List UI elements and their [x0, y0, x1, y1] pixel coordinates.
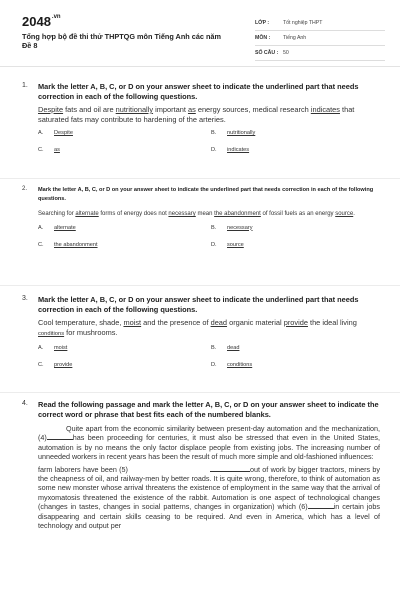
exam-number: Đề 8: [22, 41, 38, 50]
underlined-part: source: [335, 211, 354, 217]
passage-text: out of work by bigger tractors, miners by the cheapness of oil, and railway-men by better roads. It is quite wrong, therefore, to think of automation as some new monster whose arrival threatens the existence of employment in the same way that the arrival of myxomatosis threatened the existence of the rabbit. Automation is one aspect of technological changes (changes in tastes, changes in social patterns, changes in organization) which (6): [38, 464, 380, 512]
meta-value: Tốt nghiệp THPT: [283, 20, 323, 26]
option-letter: C.: [38, 241, 44, 248]
question-1: [22, 82, 380, 153]
option-text: indicates: [227, 147, 250, 154]
question-2: [22, 186, 380, 248]
answer-options: [38, 225, 380, 248]
sentence-text: organic material: [227, 318, 284, 327]
sentence-text: and the presence of: [141, 318, 211, 327]
sentence-text: that saturated fats may contribute to hardening of the arteries.: [38, 105, 355, 124]
question-divider: [0, 178, 400, 179]
option-text: Despite: [54, 130, 73, 137]
option-text: moist: [54, 345, 68, 352]
logo-suffix: .vn: [51, 14, 61, 20]
option-a[interactable]: [38, 225, 211, 231]
underlined-part: conditions: [38, 330, 65, 337]
option-c[interactable]: [38, 242, 211, 248]
passage-text: in certain jobs disappearing and certain skills ceasing to be required. And even in America, which has a level of technology and output per: [38, 502, 380, 531]
question-divider: [0, 392, 400, 393]
question-instruction: Read the following passage and mark the letter A, B, C, or D on your answer sheet to indicate the correct word or phrase that best fits each of the numbered blanks.: [38, 400, 379, 419]
blank-4[interactable]: [47, 439, 73, 440]
option-text: the abandonment: [54, 241, 98, 248]
blank-6[interactable]: [308, 508, 334, 509]
underlined-part: the abandonment: [214, 211, 261, 217]
underlined-part: dead: [210, 318, 228, 327]
underlined-part: alternate: [75, 211, 99, 217]
option-text: provide: [54, 362, 73, 369]
passage-paragraph: [38, 424, 380, 462]
option-c[interactable]: [38, 362, 211, 368]
question-number: 1.: [22, 82, 28, 89]
meta-table: [255, 16, 385, 61]
sentence-text: mean: [195, 211, 215, 217]
question-number: 2.: [22, 186, 28, 192]
meta-value: 50: [283, 50, 289, 56]
passage-paragraph: [38, 465, 380, 531]
document-header: [0, 0, 400, 66]
sentence-text: of fossil fuels as an energy: [260, 211, 336, 217]
option-d[interactable]: [211, 362, 384, 368]
underlined-part: nutritionally: [115, 105, 154, 114]
option-text: dead: [227, 345, 240, 352]
option-text: source: [227, 241, 244, 248]
answer-options: [38, 345, 380, 368]
sentence-text: fats and oil are: [63, 105, 116, 114]
option-letter: B.: [211, 130, 217, 137]
question-3: [22, 295, 380, 368]
option-letter: A.: [38, 345, 44, 352]
sentence-text: Searching for: [38, 211, 76, 217]
underlined-part: moist: [123, 318, 142, 327]
option-c[interactable]: [38, 147, 211, 153]
option-text: as: [54, 147, 60, 154]
option-letter: C.: [38, 147, 44, 154]
question-sentence: [38, 105, 380, 124]
blank-5[interactable]: [210, 471, 250, 472]
document-title: [22, 32, 237, 50]
sentence-text: the ideal living: [307, 318, 357, 327]
underlined-part: as: [187, 105, 196, 114]
option-a[interactable]: [38, 130, 211, 136]
underlined-part: indicates: [310, 105, 340, 114]
question-number: 3.: [22, 295, 28, 302]
sentence-text: .: [353, 211, 355, 217]
meta-key: SỐ CÂU :: [255, 50, 279, 56]
question-sentence: [38, 210, 380, 219]
option-text: nutritionally: [227, 130, 256, 137]
option-b[interactable]: [211, 130, 384, 136]
option-b[interactable]: [211, 225, 384, 231]
passage-text: Quite apart from the economic similarity between present-day automation and the mechanization, (4): [38, 424, 380, 443]
option-text: necessary: [227, 224, 253, 231]
option-letter: A.: [38, 224, 44, 231]
option-b[interactable]: [211, 345, 384, 351]
underlined-part: Despite: [38, 105, 64, 114]
question-instruction: Mark the letter A, B, C, or D on your answer sheet to indicate the underlined part that needs correction in each of the following questions.: [38, 187, 374, 202]
meta-row-class: [255, 16, 385, 31]
question-sentence: [38, 318, 380, 339]
document-title-line: Tổng hợp bộ đề thi thử THPTQG môn Tiếng Anh các năm: [22, 32, 221, 41]
meta-value: Tiếng Anh: [283, 35, 307, 41]
option-letter: B.: [211, 224, 217, 231]
header-divider: [0, 66, 400, 67]
sentence-text: for mushrooms.: [64, 327, 118, 337]
meta-row-count: [255, 46, 385, 61]
question-4: [22, 400, 380, 530]
answer-options: [38, 130, 380, 153]
option-letter: C.: [38, 362, 44, 369]
sentence-text: Cool temperature, shade,: [38, 318, 124, 327]
meta-key: MÔN :: [255, 35, 271, 41]
option-letter: B.: [211, 345, 217, 352]
question-instruction: Mark the letter A, B, C, or D on your answer sheet to indicate the underlined part that needs correction in each of the following questions.: [38, 295, 359, 314]
option-text: alternate: [54, 224, 76, 231]
option-letter: D.: [211, 147, 217, 154]
underlined-part: provide: [283, 318, 308, 327]
sentence-text: forms of energy does not: [98, 211, 169, 217]
option-a[interactable]: [38, 345, 211, 351]
site-logo[interactable]: [22, 14, 61, 29]
sentence-text: important: [153, 105, 188, 114]
option-d[interactable]: [211, 242, 384, 248]
option-d[interactable]: [211, 147, 384, 153]
option-letter: D.: [211, 241, 217, 248]
question-number: 4.: [22, 400, 28, 407]
passage-text: farm laborers have been (5): [38, 464, 128, 474]
option-text: conditions: [227, 362, 253, 369]
option-letter: D.: [211, 362, 217, 369]
logo-text: 2048: [22, 14, 51, 29]
meta-row-subject: [255, 31, 385, 46]
question-instruction: Mark the letter A, B, C, or D on your answer sheet to indicate the underlined part that needs correction in each of the following questions.: [38, 82, 359, 101]
passage-text: has been proceeding for centuries, it must also be stressed that even in the United States, automation is by no means the only factor displace people from existing jobs. The increasing number of unneeded workers in recent years has been the result of much more simple and old-fashioned influences:: [38, 433, 380, 462]
option-letter: A.: [38, 130, 44, 137]
reading-passage: [38, 424, 380, 530]
meta-key: LỚP :: [255, 20, 270, 26]
underlined-part: necessary: [168, 211, 196, 217]
question-divider: [0, 285, 400, 286]
sentence-text: energy sources, medical research: [195, 105, 311, 114]
